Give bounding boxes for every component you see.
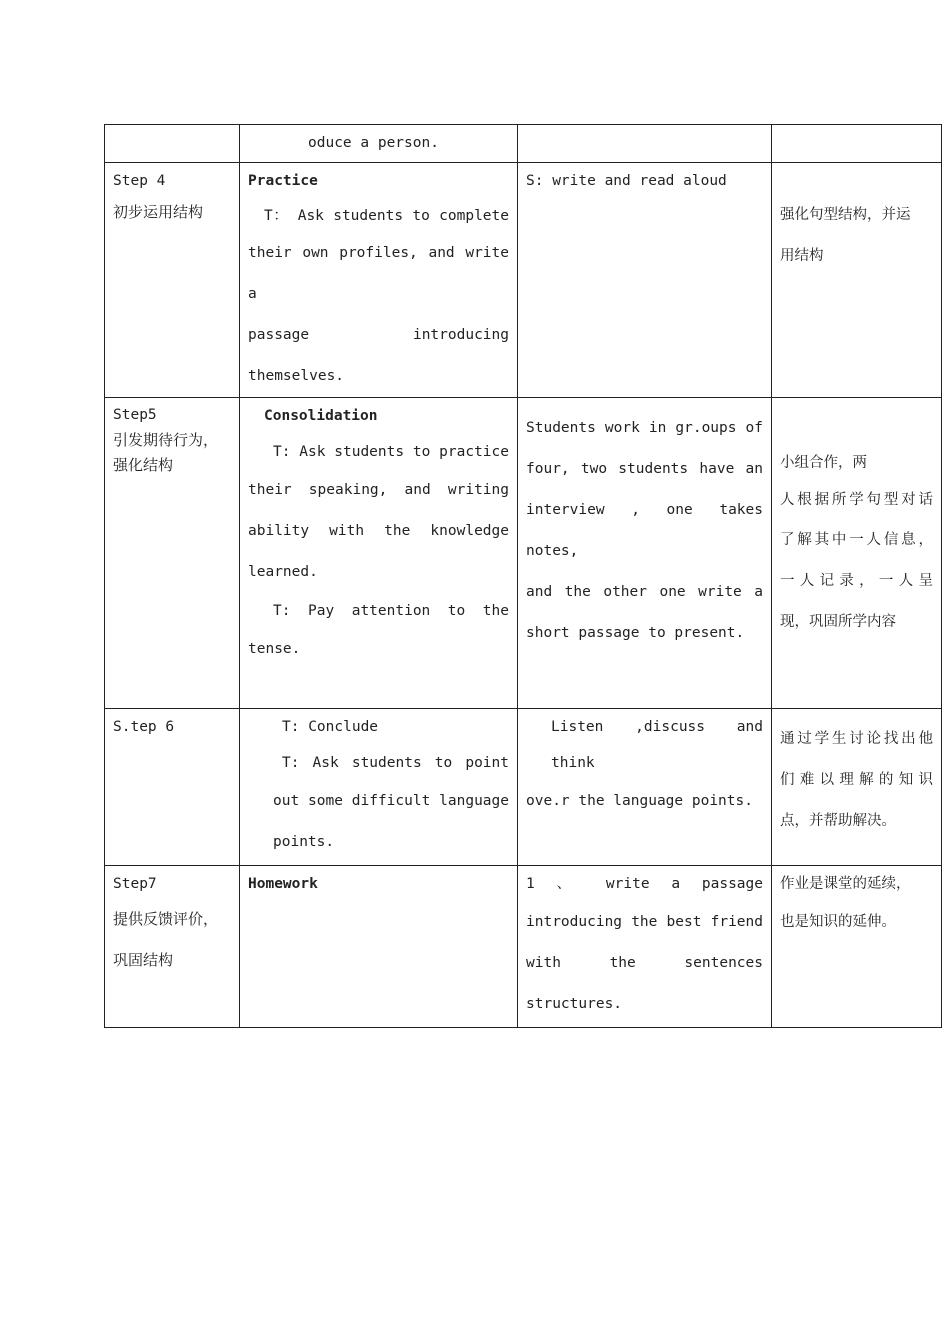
student-text-line: Students work in gr.oups of: [526, 420, 763, 436]
student-activity-cell: [518, 125, 772, 163]
purpose-text-line: 通过学生讨论找出他: [780, 731, 933, 747]
teacher-text-line: points.: [273, 834, 335, 850]
teacher-activity-cell: [240, 163, 518, 398]
student-activity-cell: [518, 163, 772, 398]
teacher-text-line: T: Pay attention to the: [273, 603, 509, 619]
purpose-cell: [772, 398, 942, 709]
student-text-line: interview , one takes notes,: [526, 502, 763, 559]
teacher-text-line: passage introducing themselves.: [248, 327, 509, 384]
purpose-text-line: 了解其中一人信息，: [780, 532, 933, 548]
table-row: [105, 866, 942, 1028]
student-text-line: 1 、 write a passage: [526, 876, 763, 892]
step-cn-label: 强化结构: [113, 456, 174, 474]
table-row: [105, 398, 942, 709]
teacher-text-line: T: Ask students to point: [282, 755, 509, 771]
step-cell: [105, 125, 240, 163]
student-text-line: with the sentences: [526, 955, 763, 971]
student-text-line: S: write and read aloud: [526, 173, 727, 189]
teacher-text-line: learned.: [248, 564, 318, 580]
teacher-text-line: out some difficult language: [273, 793, 509, 809]
teacher-text-line: T: Conclude: [282, 719, 379, 735]
purpose-text-line: 用结构: [780, 248, 824, 264]
student-text-line: introducing the best friend: [526, 914, 763, 930]
step-label: Step7: [113, 876, 157, 892]
step-cn-label: 初步运用结构: [113, 203, 204, 221]
step-cn-label: 提供反馈评价，: [113, 910, 219, 928]
student-text-line: ove.r the language points.: [526, 793, 753, 809]
step-cn-label: 巩固结构: [113, 951, 174, 969]
student-activity-cell: [518, 709, 772, 866]
teacher-section-title: Consolidation: [264, 408, 378, 424]
teacher-activity-cell: [240, 709, 518, 866]
step-cell: [105, 866, 240, 1028]
table-row: [105, 125, 942, 163]
student-text-line: Listen ,discuss and think: [551, 719, 763, 771]
teacher-section-title: Homework: [248, 876, 318, 892]
purpose-text-line: 作业是课堂的延续，: [780, 876, 911, 892]
purpose-cell: [772, 709, 942, 866]
purpose-text-line: 点，并帮助解决。: [780, 813, 896, 829]
purpose-text-line: 一人记录，一人呈: [780, 573, 933, 589]
step-label: Step 4: [113, 173, 166, 189]
teacher-activity-cell: [240, 125, 518, 163]
step-label: Step5: [113, 407, 157, 423]
purpose-cell: [772, 866, 942, 1028]
teacher-text-line: T： Ask students to complete: [264, 208, 509, 224]
teacher-activity-cell: [240, 398, 518, 709]
teacher-text-line: their own profiles, and write a: [248, 245, 509, 302]
step-cell: [105, 398, 240, 709]
teacher-text-line: their speaking, and writing: [248, 482, 509, 498]
student-text-line: short passage to present.: [526, 625, 745, 641]
purpose-text-line: 小组合作，两: [780, 455, 867, 471]
purpose-text-line: 强化句型结构，并运: [780, 207, 911, 223]
student-text-line: structures.: [526, 996, 623, 1012]
teacher-text-line: ability with the knowledge: [248, 523, 509, 539]
teacher-text-line: tense.: [248, 641, 301, 657]
student-activity-cell: [518, 398, 772, 709]
table-row: [105, 163, 942, 398]
step-label: S.tep 6: [113, 719, 175, 735]
student-activity-cell: [518, 866, 772, 1028]
purpose-cell: [772, 163, 942, 398]
purpose-text-line: 们难以理解的知识: [780, 772, 933, 788]
purpose-text-line: 现，巩固所学内容: [780, 614, 896, 630]
step-cell: [105, 709, 240, 866]
student-text-line: and the other one write a: [526, 584, 763, 600]
teacher-text-line: oduce a person.: [308, 135, 439, 151]
student-text-line: four, two students have an: [526, 461, 763, 477]
purpose-cell: [772, 125, 942, 163]
teacher-activity-cell: [240, 866, 518, 1028]
purpose-text-line: 也是知识的延伸。: [780, 914, 896, 930]
purpose-text-line: 人根据所学句型对话: [780, 492, 933, 508]
lesson-plan-table: [104, 124, 942, 1028]
teacher-text-line: T: Ask students to practice: [273, 444, 509, 460]
step-cell: [105, 163, 240, 398]
teacher-section-title: Practice: [248, 173, 318, 189]
table-row: [105, 709, 942, 866]
step-cn-label: 引发期待行为，: [113, 431, 219, 449]
